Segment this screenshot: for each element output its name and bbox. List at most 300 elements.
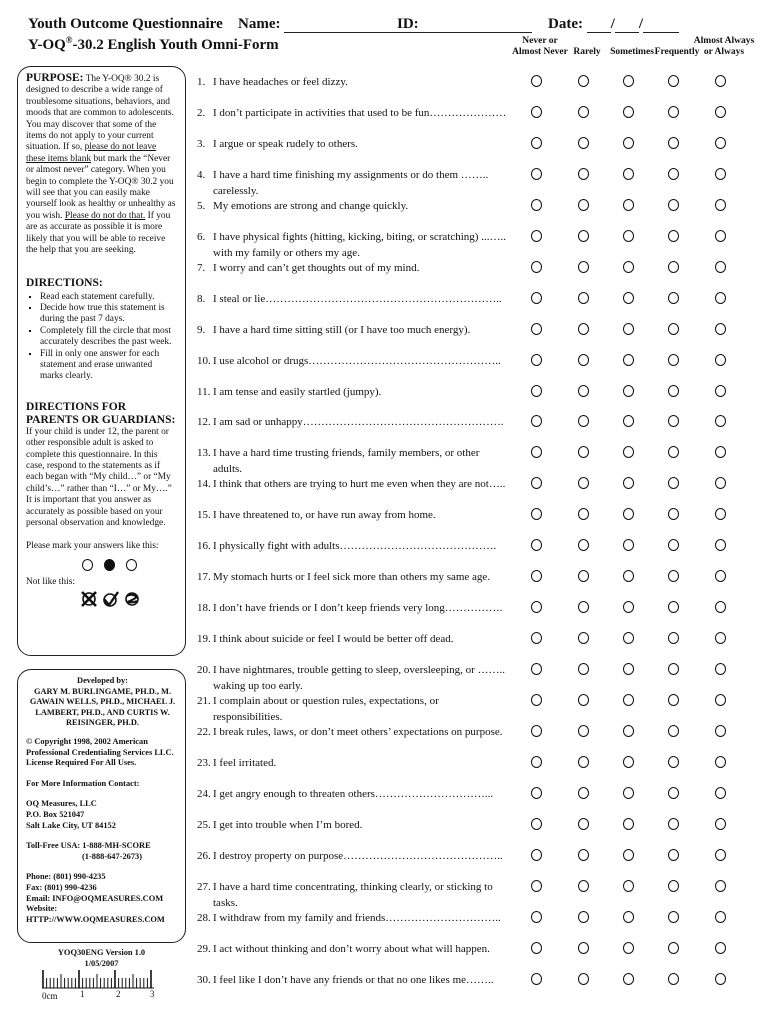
answer-bubble[interactable] xyxy=(715,787,726,799)
question-line xyxy=(197,538,519,554)
answer-bubble[interactable] xyxy=(531,663,542,675)
question-text: I get angry enough to threaten others…………………………... xyxy=(213,788,494,800)
question-continuation: responsibilities. xyxy=(213,711,283,723)
answer-bubble[interactable] xyxy=(623,137,634,149)
question-continuation: with my family or others my age. xyxy=(213,247,360,259)
answer-bubble[interactable] xyxy=(578,230,589,242)
answer-bubble[interactable] xyxy=(531,106,542,118)
form-name xyxy=(28,35,279,54)
answer-bubble[interactable] xyxy=(668,632,679,644)
question-number: 25. xyxy=(197,819,211,831)
answer-bubble[interactable] xyxy=(715,446,726,458)
ruler-label-3: 3 xyxy=(150,989,155,999)
question-text: I don’t have friends or I don’t keep friends very long……………. xyxy=(213,602,503,614)
question-line xyxy=(197,786,519,802)
answer-bubble[interactable] xyxy=(715,632,726,644)
question-line xyxy=(197,848,519,864)
question-item xyxy=(197,910,519,926)
question-number: 29. xyxy=(197,943,211,955)
question-line xyxy=(197,569,519,585)
question-text: I don’t participate in activities that used to be fun………………… xyxy=(213,107,507,119)
answer-bubble[interactable] xyxy=(668,508,679,520)
answer-bubble[interactable] xyxy=(531,477,542,489)
question-line xyxy=(197,662,519,678)
incorrect-marks-icon xyxy=(80,590,142,608)
answer-bubble[interactable] xyxy=(668,75,679,87)
question-line xyxy=(197,229,519,245)
answer-bubble[interactable] xyxy=(668,199,679,211)
answer-bubble[interactable] xyxy=(578,911,589,923)
answer-bubble[interactable] xyxy=(623,818,634,830)
question-line xyxy=(197,600,519,616)
answer-bubble[interactable] xyxy=(715,880,726,892)
question-continuation: adults. xyxy=(213,463,243,475)
answer-bubble[interactable] xyxy=(668,137,679,149)
answer-bubble[interactable] xyxy=(623,477,634,489)
answer-bubble[interactable] xyxy=(578,818,589,830)
answer-bubble[interactable] xyxy=(578,75,589,87)
question-text: I worry and can’t get thoughts out of my mind. xyxy=(213,262,420,274)
id-field[interactable] xyxy=(397,16,532,33)
answer-bubble[interactable] xyxy=(623,601,634,613)
website-link[interactable]: HTTP://WWW.OQMEASURES.COM xyxy=(26,914,165,924)
question-text: I get into trouble when I’m bored. xyxy=(213,819,363,831)
id-line[interactable] xyxy=(422,18,532,33)
question-line xyxy=(197,445,519,461)
question-continuation: tasks. xyxy=(213,897,238,909)
answer-bubble[interactable] xyxy=(715,849,726,861)
answer-bubble[interactable] xyxy=(715,292,726,304)
answer-bubble[interactable] xyxy=(623,911,634,923)
answer-bubble[interactable] xyxy=(623,230,634,242)
answer-bubble[interactable] xyxy=(623,725,634,737)
answer-bubble[interactable] xyxy=(578,756,589,768)
question-number: 13. xyxy=(197,447,211,459)
question-line xyxy=(197,724,519,740)
question-text: I complain about or question rules, expectations, or xyxy=(213,695,439,707)
answer-bubble[interactable] xyxy=(715,756,726,768)
answer-bubble[interactable] xyxy=(668,849,679,861)
answer-bubble[interactable] xyxy=(715,385,726,397)
question-continuation: waking up too early. xyxy=(213,680,303,692)
question-line xyxy=(197,476,519,492)
answer-bubble[interactable] xyxy=(531,261,542,273)
answer-bubble[interactable] xyxy=(578,415,589,427)
answer-bubble[interactable] xyxy=(668,570,679,582)
answer-bubble[interactable] xyxy=(623,385,634,397)
answer-bubble[interactable] xyxy=(578,261,589,273)
question-line xyxy=(197,414,519,430)
correct-mark-example xyxy=(26,553,177,577)
column-header-line-2: Frequently xyxy=(654,47,700,57)
question-text: I withdraw from my family and friends………………………….. xyxy=(213,912,501,924)
answer-bubble[interactable] xyxy=(531,323,542,335)
question-line xyxy=(197,260,519,276)
answer-bubble[interactable] xyxy=(531,137,542,149)
answer-bubble[interactable] xyxy=(531,508,542,520)
answer-bubble[interactable] xyxy=(578,477,589,489)
question-line xyxy=(197,817,519,833)
directions-heading: DIRECTIONS: xyxy=(26,276,103,289)
question-text: I have physical fights (hitting, kicking, biting, or scratching) ...….. xyxy=(213,231,506,243)
answer-bubble[interactable] xyxy=(623,973,634,985)
answer-bubble[interactable] xyxy=(623,446,634,458)
answer-bubble[interactable] xyxy=(531,756,542,768)
question-item xyxy=(197,972,519,988)
answer-bubble[interactable] xyxy=(578,942,589,954)
question-text: My emotions are strong and change quickly. xyxy=(213,200,409,212)
question-text: I destroy property on purpose…………………………………….. xyxy=(213,850,503,862)
question-line xyxy=(197,198,519,214)
direction-item: ▪ Decide how true this statement is during the past 7 days. xyxy=(40,303,177,326)
answer-bubble[interactable] xyxy=(531,385,542,397)
answer-bubble[interactable] xyxy=(668,942,679,954)
answer-bubble[interactable] xyxy=(668,446,679,458)
question-item xyxy=(197,322,519,338)
answer-bubble[interactable] xyxy=(668,787,679,799)
direction-item: ▪ Read each statement carefully. xyxy=(40,292,177,303)
answer-bubble[interactable] xyxy=(531,570,542,582)
question-text: I have threatened to, or have run away from home. xyxy=(213,509,436,521)
answer-bubble[interactable] xyxy=(715,323,726,335)
answer-bubble[interactable] xyxy=(715,508,726,520)
question-number: 28. xyxy=(197,912,211,924)
date-month-line[interactable] xyxy=(587,18,611,33)
answer-bubble[interactable] xyxy=(623,663,634,675)
answer-bubble[interactable] xyxy=(715,601,726,613)
question-item xyxy=(197,941,519,957)
answer-bubble[interactable] xyxy=(715,415,726,427)
question-item xyxy=(197,353,519,369)
name-label: Name: xyxy=(238,16,281,32)
answer-bubble[interactable] xyxy=(531,911,542,923)
answer-bubble[interactable] xyxy=(623,354,634,366)
incorrect-mark-example xyxy=(26,588,177,612)
answer-bubble[interactable] xyxy=(668,911,679,923)
column-header-line-1: Never or xyxy=(522,36,558,46)
question-line xyxy=(197,693,519,709)
question-item xyxy=(197,817,519,833)
question-number: 14. xyxy=(197,478,211,490)
answer-bubble[interactable] xyxy=(578,632,589,644)
purpose-text-3: but mark the “Never or almost never” category. When you begin to complete the Y-OQ® 30.2 you will see that you can easily make yourself look as healthy or unhealthy as you wish. xyxy=(26,153,176,221)
question-line xyxy=(197,507,519,523)
answer-bubble[interactable] xyxy=(623,106,634,118)
answer-bubble[interactable] xyxy=(623,539,634,551)
answer-bubble[interactable] xyxy=(715,261,726,273)
id-label: ID: xyxy=(397,16,419,32)
question-line xyxy=(197,384,519,400)
question-line xyxy=(197,910,519,926)
answer-bubble[interactable] xyxy=(531,787,542,799)
developer-panel xyxy=(17,669,186,943)
question-number: 5. xyxy=(197,200,206,212)
question-number: 26. xyxy=(197,850,211,862)
answer-bubble[interactable] xyxy=(668,818,679,830)
answer-bubble[interactable] xyxy=(531,415,542,427)
answer-bubble[interactable] xyxy=(578,385,589,397)
question-item xyxy=(197,105,519,121)
answer-bubble[interactable] xyxy=(668,756,679,768)
answer-bubble[interactable] xyxy=(668,880,679,892)
question-number: 6. xyxy=(197,231,206,243)
question-item xyxy=(197,662,519,694)
question-item xyxy=(197,229,519,261)
question-item xyxy=(197,848,519,864)
answer-bubble[interactable] xyxy=(578,787,589,799)
answer-bubble[interactable] xyxy=(578,973,589,985)
question-line xyxy=(197,941,519,957)
answer-bubble[interactable] xyxy=(578,137,589,149)
answer-bubble[interactable] xyxy=(668,725,679,737)
answer-bubble[interactable] xyxy=(668,292,679,304)
question-item xyxy=(197,786,519,802)
answer-bubble[interactable] xyxy=(623,323,634,335)
answer-bubble[interactable] xyxy=(623,849,634,861)
question-number: 10. xyxy=(197,355,211,367)
parents-text: If your child is under 12, the parent or other responsible adult is asked to complete this questionnaire. In this case, respond to the statements as if each began with “My child…” or “My child’s…” rather than “I…” or My….” It is important that you answer as accurately as possible based on your personal observation and knowledge. xyxy=(26,426,172,528)
answer-bubble[interactable] xyxy=(531,168,542,180)
answer-bubble[interactable] xyxy=(715,570,726,582)
mark-like-label: Please mark your answers like this: xyxy=(26,541,159,552)
directions-list xyxy=(26,292,177,383)
parents-heading: DIRECTIONS FOR PARENTS OR GUARDIANS: xyxy=(26,400,176,426)
answer-bubble[interactable] xyxy=(623,787,634,799)
answer-bubble[interactable] xyxy=(715,973,726,985)
purpose-text-4: Please do not do that. xyxy=(64,210,146,221)
contact-heading: For More Information Contact: xyxy=(26,778,140,788)
filled-circle-icon xyxy=(104,559,115,571)
answer-bubble[interactable] xyxy=(578,508,589,520)
question-line xyxy=(197,322,519,338)
answer-bubble[interactable] xyxy=(531,942,542,954)
answer-bubble[interactable] xyxy=(531,230,542,242)
answer-bubble[interactable] xyxy=(715,137,726,149)
empty-circle-icon xyxy=(82,559,93,571)
question-item xyxy=(197,167,519,199)
question-item xyxy=(197,136,519,152)
question-item xyxy=(197,600,519,616)
answer-bubble[interactable] xyxy=(578,323,589,335)
question-number: 16. xyxy=(197,540,211,552)
question-number: 3. xyxy=(197,138,206,150)
answer-bubble[interactable] xyxy=(531,849,542,861)
answer-bubble[interactable] xyxy=(668,385,679,397)
question-item xyxy=(197,693,519,725)
answer-bubble[interactable] xyxy=(715,911,726,923)
date-day-line[interactable] xyxy=(615,18,639,33)
question-text: I act without thinking and don’t worry about what will happen. xyxy=(213,943,490,955)
answer-bubble[interactable] xyxy=(715,199,726,211)
answer-bubble[interactable] xyxy=(531,199,542,211)
answer-bubble[interactable] xyxy=(668,694,679,706)
answer-bubble[interactable] xyxy=(715,663,726,675)
answer-bubble[interactable] xyxy=(715,230,726,242)
question-number: 30. xyxy=(197,974,211,986)
answer-bubble[interactable] xyxy=(715,168,726,180)
answer-bubble[interactable] xyxy=(578,539,589,551)
answer-bubble[interactable] xyxy=(623,415,634,427)
answer-bubble[interactable] xyxy=(715,106,726,118)
column-header-line-2: Sometimes xyxy=(610,47,654,57)
city: Salt Lake City, UT 84152 xyxy=(26,820,116,830)
question-line xyxy=(197,972,519,988)
answer-bubble[interactable] xyxy=(578,601,589,613)
question-text: I physically fight with adults……………………………………. xyxy=(213,540,497,552)
answer-bubble[interactable] xyxy=(531,446,542,458)
answer-bubble[interactable] xyxy=(623,168,634,180)
answer-bubble[interactable] xyxy=(668,415,679,427)
question-text: I have a hard time trusting friends, family members, or other xyxy=(213,447,480,459)
question-text: I am sad or unhappy………………………………………………. xyxy=(213,416,504,428)
question-item xyxy=(197,291,519,307)
question-text: I have nightmares, trouble getting to sleep, oversleeping, or …….. xyxy=(213,664,506,676)
direction-item: ▪ Completely fill the circle that most accurately describes the past week. xyxy=(40,326,177,349)
answer-bubble[interactable] xyxy=(623,880,634,892)
answer-bubble[interactable] xyxy=(715,539,726,551)
question-item xyxy=(197,507,519,523)
answer-bubble[interactable] xyxy=(715,725,726,737)
question-number: 4. xyxy=(197,169,206,181)
question-number: 1. xyxy=(197,76,206,88)
answer-bubble[interactable] xyxy=(623,261,634,273)
question-item xyxy=(197,879,519,911)
answer-bubble[interactable] xyxy=(715,75,726,87)
answer-bubble[interactable] xyxy=(715,354,726,366)
email[interactable]: Email: INFO@OQMEASURES.COM xyxy=(26,893,164,903)
answer-bubble[interactable] xyxy=(578,694,589,706)
question-text: I have a hard time sitting still (or I have too much energy). xyxy=(213,324,471,336)
question-item xyxy=(197,198,519,214)
question-number: 27. xyxy=(197,881,211,893)
answer-bubble[interactable] xyxy=(531,292,542,304)
answer-bubble[interactable] xyxy=(668,261,679,273)
question-text: I have a hard time concentrating, thinking clearly, or sticking to xyxy=(213,881,493,893)
answer-bubble[interactable] xyxy=(531,75,542,87)
answer-bubble[interactable] xyxy=(668,354,679,366)
toll-free: Toll-Free USA: 1-888-MH-SCORE xyxy=(26,841,151,851)
question-item xyxy=(197,724,519,740)
ruler-unit: 0cm xyxy=(42,991,58,1001)
answer-bubble[interactable] xyxy=(668,168,679,180)
answer-bubble[interactable] xyxy=(531,818,542,830)
question-number: 23. xyxy=(197,757,211,769)
answer-bubble[interactable] xyxy=(578,106,589,118)
question-item xyxy=(197,538,519,554)
question-text: I use alcohol or drugs…………………………………………….. xyxy=(213,355,501,367)
answer-bubble[interactable] xyxy=(578,880,589,892)
answer-bubble[interactable] xyxy=(531,354,542,366)
answer-bubble[interactable] xyxy=(668,106,679,118)
version-label: YOQ30ENG Version 1.0 xyxy=(57,948,146,957)
po-box: P.O. Box 521047 xyxy=(26,809,85,819)
answer-bubble[interactable] xyxy=(715,818,726,830)
parents-section xyxy=(26,401,177,612)
answer-bubble[interactable] xyxy=(623,508,634,520)
answer-bubble[interactable] xyxy=(578,570,589,582)
date-slash: / xyxy=(638,16,644,32)
question-text: I have a hard time finishing my assignments or do them …….. xyxy=(213,169,489,181)
answer-bubble[interactable] xyxy=(578,292,589,304)
answer-bubble[interactable] xyxy=(531,632,542,644)
answer-bubble[interactable] xyxy=(623,75,634,87)
question-line xyxy=(197,105,519,121)
column-header-line-2: Almost Never xyxy=(512,47,568,57)
answer-bubble[interactable] xyxy=(531,694,542,706)
question-text: I argue or speak rudely to others. xyxy=(213,138,358,150)
answer-bubble[interactable] xyxy=(623,694,634,706)
answer-bubble[interactable] xyxy=(623,199,634,211)
answer-bubble[interactable] xyxy=(668,601,679,613)
question-line xyxy=(197,879,519,895)
answer-bubble[interactable] xyxy=(623,570,634,582)
answer-bubble[interactable] xyxy=(668,973,679,985)
question-text: I think about suicide or feel I would be better off dead. xyxy=(213,633,454,645)
question-number: 15. xyxy=(197,509,211,521)
date-field[interactable] xyxy=(548,16,679,33)
answer-bubble[interactable] xyxy=(578,446,589,458)
question-text: My stomach hurts or I feel sick more than others my same age. xyxy=(213,571,491,583)
answer-bubble[interactable] xyxy=(531,601,542,613)
answer-bubble[interactable] xyxy=(668,477,679,489)
answer-bubble[interactable] xyxy=(578,168,589,180)
answer-bubble[interactable] xyxy=(715,477,726,489)
answer-bubble[interactable] xyxy=(623,292,634,304)
answer-bubble[interactable] xyxy=(531,725,542,737)
answer-bubble[interactable] xyxy=(668,323,679,335)
question-number: 24. xyxy=(197,788,211,800)
website-label: Website: xyxy=(26,904,58,914)
empty-circle-icon xyxy=(126,559,137,571)
answer-bubble[interactable] xyxy=(715,942,726,954)
fax: Fax: (801) 990-4236 xyxy=(26,882,97,892)
directions-section xyxy=(26,277,177,383)
org-name: OQ Measures, LLC xyxy=(26,799,97,809)
answer-bubble[interactable] xyxy=(623,756,634,768)
answer-bubble[interactable] xyxy=(531,973,542,985)
answer-bubble[interactable] xyxy=(578,725,589,737)
answer-bubble[interactable] xyxy=(531,880,542,892)
answer-bubble[interactable] xyxy=(715,694,726,706)
answer-bubble[interactable] xyxy=(578,849,589,861)
answer-bubble[interactable] xyxy=(668,230,679,242)
date-year-line[interactable] xyxy=(643,18,679,33)
answer-bubble[interactable] xyxy=(578,663,589,675)
answer-bubble[interactable] xyxy=(623,942,634,954)
form-title xyxy=(28,16,223,33)
direction-item: ▪ Fill in only one answer for each statement and erase unwanted marks clearly. xyxy=(40,349,177,383)
answer-bubble[interactable] xyxy=(623,632,634,644)
answer-bubble[interactable] xyxy=(578,199,589,211)
question-number: 12. xyxy=(197,416,211,428)
toll-free-number: (1-888-647-2673) xyxy=(82,851,143,861)
answer-bubble[interactable] xyxy=(668,663,679,675)
question-number: 11. xyxy=(197,386,211,398)
answer-bubble[interactable] xyxy=(531,539,542,551)
question-item xyxy=(197,445,519,477)
copyright-text: © Copyright 1998, 2002 American Professional Credentialing Services LLC. License Required For All Uses. xyxy=(26,736,174,768)
answer-bubble[interactable] xyxy=(668,539,679,551)
answer-bubble[interactable] xyxy=(578,354,589,366)
version-date: 1/05/2007 xyxy=(84,959,119,968)
developer-names: GARY M. BURLINGAME, PH.D., M. GAWAIN WELLS, PH.D., MICHAEL J. LAMBERT, PH.D., AND CURTIS W. REISINGER, PH.D. xyxy=(29,686,176,728)
instructions-panel xyxy=(17,66,186,656)
question-line xyxy=(197,631,519,647)
form-name-rest: -30.2 English Youth Omni-Form xyxy=(72,37,279,53)
question-text: I have headaches or feel dizzy. xyxy=(213,76,348,88)
question-text: I break rules, laws, or don’t meet others’ expectations on purpose. xyxy=(213,726,503,738)
question-text: I am tense and easily startled (jumpy). xyxy=(213,386,382,398)
